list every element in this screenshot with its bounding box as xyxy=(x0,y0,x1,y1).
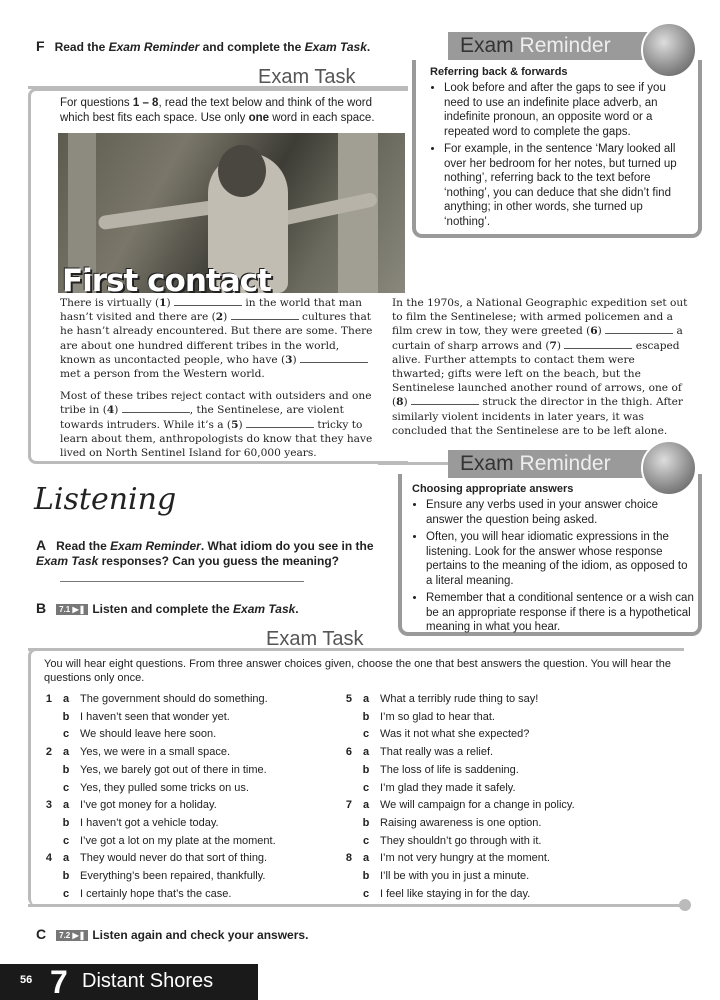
option-text: Raising awareness is one option. xyxy=(380,816,542,829)
decorative-dot xyxy=(679,899,691,911)
gap-8 xyxy=(411,396,479,405)
question-option[interactable] xyxy=(36,886,336,904)
question-number xyxy=(36,780,52,798)
option-text: I’ve got a lot on my plate at the moment. xyxy=(80,834,276,847)
question-option[interactable] xyxy=(36,780,336,798)
option-letter: a xyxy=(62,852,70,865)
question-number xyxy=(36,815,52,833)
reminder-bullet: • Often, you will hear idiomatic expressions in the listening. Look for the answer whose response pertains to the meaning of the idiom, as opposed to a literal meaning. xyxy=(426,530,694,588)
option-letter: a xyxy=(362,852,370,865)
listening-a-instruction: A Read the Exam Reminder. What idiom do you see in the Exam Task responses? Can you guess the meaning? xyxy=(36,537,374,568)
option-text: Was it not what she expected? xyxy=(380,728,530,741)
photo-title: First contact xyxy=(62,263,271,293)
option-text: Everything’s been repaired, thankfully. xyxy=(80,870,266,883)
option-text: I’ve got money for a holiday. xyxy=(80,799,217,812)
question-number xyxy=(336,833,352,851)
option-letter: c xyxy=(62,887,70,900)
option-letter: b xyxy=(362,870,370,883)
answer-line[interactable] xyxy=(60,581,304,582)
exam-task-2-intro: You will hear eight questions. From three answer choices given, choose the one that best answers the question. You will hear the questions only once. xyxy=(44,658,671,684)
option-text: I’ll be with you in just a minute. xyxy=(380,870,530,883)
option-text: Yes, we barely got out of there in time. xyxy=(80,763,267,776)
reminder-bullet: • Look before and after the gaps to see if you need to use an indefinite place adverb, an indefinite pronoun, an opposite word or a repeated word to complete the gaps. xyxy=(444,81,692,139)
option-text: I feel like staying in for the day. xyxy=(380,887,531,900)
divider xyxy=(28,86,408,89)
reminder-bullet: • For example, in the sentence ‘Mary looked all over her bedroom for her notes, but turned up nothing’, referring back to the text before ‘nothing’, you can deduce that she didn’t find anything; in other words, she turned up ‘nothing’. xyxy=(444,142,692,229)
page-footer xyxy=(0,964,258,1000)
question-column-left xyxy=(36,691,336,903)
question-option[interactable] xyxy=(336,815,666,833)
question-column-right xyxy=(336,691,666,903)
question-option[interactable] xyxy=(336,868,666,886)
option-text: I haven’t got a vehicle today. xyxy=(80,816,219,829)
question-option[interactable] xyxy=(336,691,666,709)
option-letter: c xyxy=(362,781,370,794)
question-option[interactable] xyxy=(36,691,336,709)
option-text: I haven’t seen that wonder yet. xyxy=(80,710,230,723)
option-text: They would never do that sort of thing. xyxy=(80,852,268,865)
globe-icon xyxy=(641,440,697,496)
question-option[interactable] xyxy=(36,833,336,851)
option-letter: a xyxy=(62,746,70,759)
question-number: 7 xyxy=(345,799,352,812)
question-option[interactable] xyxy=(36,797,336,815)
question-option[interactable] xyxy=(336,762,666,780)
option-letter: a xyxy=(62,693,70,705)
option-text: I’m glad they made it safely. xyxy=(380,781,516,794)
option-text: What a terribly rude thing to say! xyxy=(380,693,539,705)
question-number xyxy=(36,709,52,727)
option-text: I’m not very hungry at the moment. xyxy=(380,852,550,865)
exam-task-intro: For questions 1 – 8, read the text below and think of the word which best fits each space. Use only one word in each space. xyxy=(60,97,375,124)
exam-reminder-header-2: Exam Reminder xyxy=(448,450,648,478)
exam-reminder-header: Exam Reminder xyxy=(448,32,648,60)
gap-3 xyxy=(300,354,368,363)
gap-2 xyxy=(231,311,299,320)
option-text: The loss of life is saddening. xyxy=(380,763,519,776)
question-option[interactable] xyxy=(36,744,336,762)
question-option[interactable] xyxy=(36,726,336,744)
gap-7 xyxy=(564,340,632,349)
option-letter: b xyxy=(62,870,70,883)
gap-6 xyxy=(605,325,673,334)
globe-icon xyxy=(641,22,697,78)
option-letter: b xyxy=(362,710,370,723)
exam-task-title-2: Exam Task xyxy=(266,628,364,650)
unit-number: 7 xyxy=(50,964,68,1000)
reminder-bullet: • Remember that a conditional sentence or a wish can be an appropriate response if there is a hypothetical meaning in what you hear. xyxy=(426,591,694,635)
question-option[interactable] xyxy=(36,709,336,727)
gap-4 xyxy=(122,404,190,413)
question-number xyxy=(36,833,52,851)
option-text: That really was a relief. xyxy=(380,746,494,759)
listening-c-instruction: C 7.2 ▶❚ Listen again and check your answers. xyxy=(36,926,309,942)
question-number: 5 xyxy=(345,693,352,705)
option-letter: b xyxy=(362,816,370,829)
question-option[interactable] xyxy=(336,850,666,868)
exam-reminder-box xyxy=(412,60,702,238)
option-letter: a xyxy=(362,693,370,705)
question-option[interactable] xyxy=(336,886,666,904)
question-number xyxy=(36,762,52,780)
question-number: 8 xyxy=(345,852,352,865)
page-number: 56 xyxy=(20,974,33,986)
question-number: 2 xyxy=(45,746,52,759)
option-text: We should leave here soon. xyxy=(80,728,217,741)
question-number xyxy=(336,815,352,833)
exam-task-title: Exam Task xyxy=(258,66,356,88)
option-letter: a xyxy=(362,799,370,812)
question-number xyxy=(336,868,352,886)
divider xyxy=(378,462,453,465)
reminder-title: Choosing appropriate answers xyxy=(412,483,574,495)
question-option[interactable] xyxy=(336,833,666,851)
audio-track-icon[interactable]: 7.1 ▶❚ xyxy=(56,604,88,615)
question-number: 1 xyxy=(45,693,52,705)
option-text: We will campaign for a change in policy. xyxy=(380,799,575,812)
option-letter: c xyxy=(62,728,70,741)
question-option[interactable] xyxy=(36,850,336,868)
question-option[interactable] xyxy=(336,797,666,815)
option-letter: c xyxy=(62,834,70,847)
gap-5 xyxy=(246,419,314,428)
option-letter: a xyxy=(62,799,70,812)
gap-1 xyxy=(174,297,242,306)
question-number xyxy=(336,709,352,727)
option-letter: c xyxy=(362,887,370,900)
unit-title: Distant Shores xyxy=(82,970,214,992)
article-column-right: In the 1970s, a National Geographic expedition set out to film the Sentinelese; with armed policemen and a film crew in tow, they were greeted (6) a curtain of sharp arrows and (7) escaped alive. Further attempts to contact them were thwarted; gifts were left on the beach, but the Sentinelese launched another round of arrows, one of (8) struck the director in the thigh. After similarly violent incidents in later years, it was concluded that the Sentinelese are to be left alone. xyxy=(392,297,688,437)
article-photo xyxy=(58,133,405,293)
question-option[interactable] xyxy=(36,762,336,780)
option-text: Yes, they pulled some tricks on us. xyxy=(80,781,249,794)
question-option[interactable] xyxy=(36,815,336,833)
question-option[interactable] xyxy=(336,744,666,762)
audio-track-icon[interactable]: 7.2 ▶❚ xyxy=(56,930,88,941)
reminder-title: Referring back & forwards xyxy=(430,66,568,78)
question-number xyxy=(36,726,52,744)
section-f-instruction: F Read the Exam Reminder and complete the Exam Task. xyxy=(36,38,371,54)
option-letter: c xyxy=(362,728,370,741)
question-option[interactable] xyxy=(336,780,666,798)
question-number xyxy=(36,886,52,904)
question-number: 3 xyxy=(45,799,52,812)
listening-title: Listening xyxy=(34,482,177,517)
question-number xyxy=(336,886,352,904)
option-text: I certainly hope that’s the case. xyxy=(80,887,232,900)
option-letter: c xyxy=(62,781,70,794)
divider xyxy=(28,648,684,651)
question-number xyxy=(336,762,352,780)
exam-reminder-box-2 xyxy=(398,474,702,636)
reminder-bullet: • Ensure any verbs used in your answer choice answer the question being asked. xyxy=(426,498,694,527)
listening-b-instruction: B 7.1 ▶❚ Listen and complete the Exam Task. xyxy=(36,600,299,616)
option-letter: a xyxy=(362,746,370,759)
question-number xyxy=(336,726,352,744)
option-text: I’m so glad to hear that. xyxy=(380,710,495,723)
question-number xyxy=(336,780,352,798)
option-letter: b xyxy=(62,763,70,776)
option-text: The government should do something. xyxy=(80,693,268,705)
option-letter: b xyxy=(62,710,70,723)
option-letter: b xyxy=(62,816,70,829)
article-column-left: There is virtually (1) in the world that man hasn’t visited and there are (2) cultures that he hasn’t already encountered. But there are some. There are about one hundred different tribes in the world, known as uncontacted people, who have (3) met a person from the Western world. Most of these tribes reject contact with outsiders and one tribe in (4) , the Sentinelese, are violent towards intruders. While it’s a (5) tricky to learn about them, anthropologists do know that they have lived on North Sentinel Island for 60,000 years. xyxy=(60,297,373,460)
section-letter: F xyxy=(36,38,45,54)
question-option[interactable] xyxy=(336,709,666,727)
option-letter: c xyxy=(362,834,370,847)
option-text: They shouldn’t go through with it. xyxy=(380,834,542,847)
question-number: 4 xyxy=(45,852,52,865)
question-option[interactable] xyxy=(336,726,666,744)
option-text: Yes, we were in a small space. xyxy=(80,746,230,759)
option-letter: b xyxy=(362,763,370,776)
question-option[interactable] xyxy=(36,868,336,886)
question-number: 6 xyxy=(345,746,352,759)
question-number xyxy=(36,868,52,886)
divider xyxy=(28,904,684,907)
